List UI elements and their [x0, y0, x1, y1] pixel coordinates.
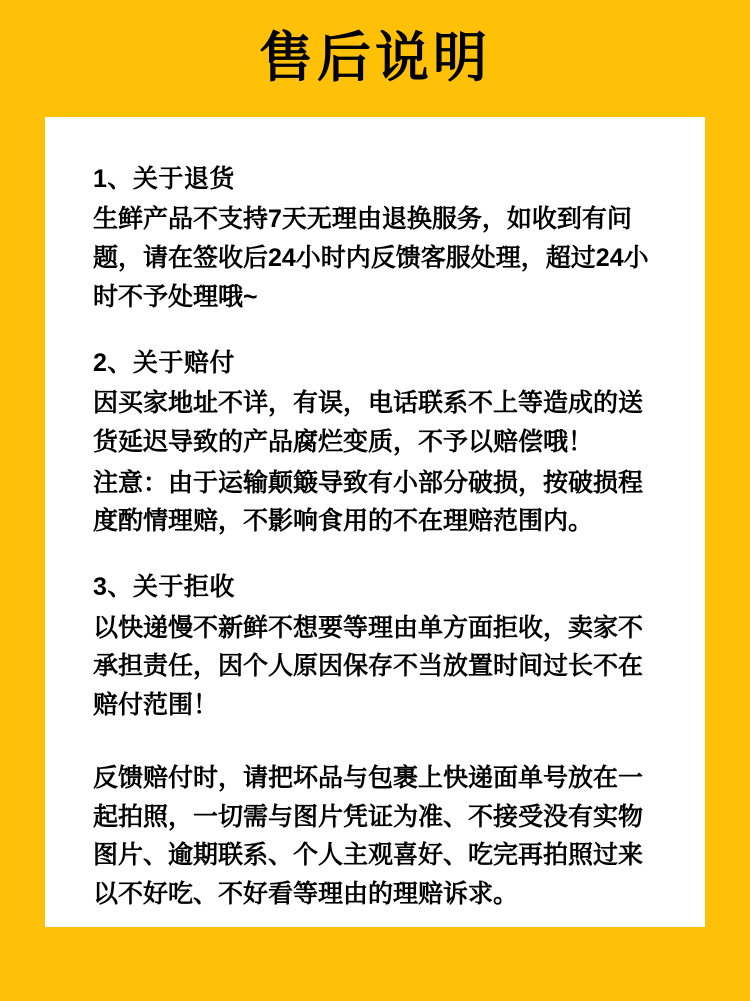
section-compensation-heading: 2、关于赔付	[93, 348, 235, 377]
section-returns	[93, 161, 657, 317]
section-compensation	[93, 345, 657, 542]
section-rejection	[93, 569, 657, 725]
section-rejection-heading: 3、关于拒收	[93, 573, 235, 602]
closing-paragraph: 反馈赔付时，请把坏品与包裹上快递面单号放在一起拍照，一切需与图片凭证为准、不接受没有实物图片、逾期联系、个人主观喜好、吃完再拍照过来以不好吃、不好看等理由的理赔诉求。	[93, 763, 644, 909]
section-compensation-note: 注意：由于运输颠簸导致有小部分破损，按破损程度酌情理赔，不影响食用的不在理赔范围内。	[93, 468, 644, 536]
page-title: 售后说明	[259, 28, 491, 88]
section-returns-heading: 1、关于退货	[93, 164, 235, 193]
section-rejection-body: 以快递慢不新鲜不想要等理由单方面拒收，卖家不承担责任，因个人原因保存不当放置时间过长不在赔付范围！	[93, 613, 644, 720]
section-returns-body: 生鲜产品不支持7天无理由退换服务，如收到有问题，请在签收后24小时内反馈客服处理，超过24小时不予处理哦~	[93, 205, 649, 311]
section-compensation-body: 因买家地址不详，有误，电话联系不上等造成的送货延迟导致的产品腐烂变质，不予以赔偿哦！	[93, 389, 644, 456]
notice-card	[45, 117, 705, 927]
